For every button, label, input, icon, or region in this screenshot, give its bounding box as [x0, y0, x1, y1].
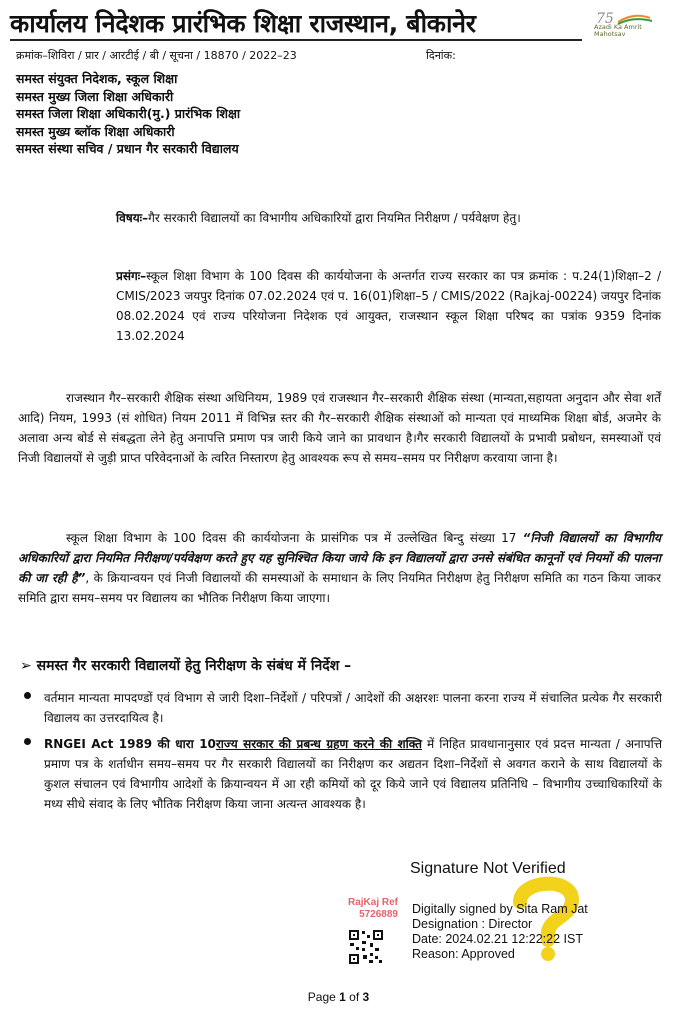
page-current: 1	[339, 990, 346, 1004]
signer-designation: Designation : Director	[412, 917, 533, 931]
signature-unverified-question-icon	[506, 870, 586, 962]
bullet-dot-icon	[24, 738, 31, 745]
header-divider	[10, 39, 582, 41]
signature-reason: Reason: Approved	[412, 947, 515, 961]
reference-label: प्रसंगः–	[116, 269, 147, 283]
recipients-list	[16, 70, 240, 158]
rajkaj-number: 5726889	[359, 909, 398, 920]
act-underlined-text: राज्य सरकार की प्रबन्ध ग्रहण करने की शक्ति	[215, 737, 422, 751]
subject-block	[116, 208, 661, 228]
recipient-line: समस्त संयुक्त निदेशक, स्कूल शिक्षा	[16, 71, 178, 86]
recipient-line: समस्त संस्था सचिव / प्रधान गैर सरकारी विद्यालय	[16, 141, 239, 156]
act-reference: RNGEI Act 1989 की धारा 10	[44, 737, 216, 751]
qr-code-icon	[348, 929, 384, 965]
signature-status: Signature Not Verified	[410, 860, 566, 877]
office-title: कार्यालय निदेशक प्रारंभिक शिक्षा राजस्थान, बीकानेर	[10, 9, 476, 38]
body-paragraph-1: राजस्थान गैर–सरकारी शैक्षिक संस्था अधिनियम, 1989 एवं राजस्थान गैर–सरकारी शैक्षिक संस्था (मान्यता,सहायता अनुदान और सेवा शर्तें आदि) नियम, 1993 (सं शोधित) नियम 2011 में विभिन्न स्तर की गैर–सरकारी शैक्षिक संस्थाओं को मान्यता एवं माध्यमिक शिक्षा बोर्ड, अजमेर के अलावा अन्य बोर्ड से संबद्धता लेने हेतु अनापत्ति प्रमाण पत्र जारी किये जाने का प्रावधान है।गैर सरकारी विद्यालयों के प्रभावी प्रबोधन, समस्याओं एवं निजी विद्यालयों से जुड़ी प्राप्त परिवेदनाओं के त्वरित निस्तारण हेतु आवश्यक रूप से समय–समय पर निरीक्षण करवाया जाना है।	[18, 391, 661, 465]
footer-prefix: Page	[307, 990, 340, 1004]
bullet-text: वर्तमान मान्यता मापदण्डों एवं विभाग से जारी दिशा–निर्देशों / परिपत्रों / आदेशों की अक्षरशः पालना करना राज्य में संचालित प्रत्येक गैर सरकारी विद्यालय का उत्तरदायित्व है।	[44, 691, 662, 725]
body-paragraph-2	[18, 528, 661, 608]
bullet-item-1	[44, 688, 662, 728]
page-footer	[0, 990, 677, 1004]
bullet-dot-icon	[24, 692, 31, 699]
paragraph-lead: स्कूल शिक्षा विभाग के 100 दिवस की कार्ययोजना के प्रासंगिक पत्र में उल्लेखित बिन्दु संख्या 17	[66, 531, 517, 545]
footer-middle: of	[345, 990, 363, 1004]
azadi-mahotsav-logo	[594, 10, 670, 50]
reference-block	[116, 266, 661, 346]
svg-text:75: 75	[596, 11, 614, 26]
paragraph-tail: , के क्रियान्वयन एवं निजी विद्यालयों की समस्याओं के समाधान के लिए नियमित निरीक्षण हेतु निरीक्षण समिति का गठन किया जाकर समिति द्वारा समय–समय पर विद्यालय का भौतिक निरीक्षण किया जाएगा।	[18, 571, 661, 605]
logo-text: Azadi Ka Amrit Mahotsav	[594, 23, 642, 38]
recipient-line: समस्त मुख्य ब्लॉक शिक्षा अधिकारी	[16, 123, 175, 139]
letter-number: क्रमांक–शिविरा / प्रार / आरटीई / बी / सूचना / 18870 / 2022–23	[16, 49, 297, 62]
rajkaj-reference	[318, 897, 398, 921]
recipient-line: समस्त मुख्य जिला शिक्षा अधिकारी	[16, 88, 174, 104]
reference-text: स्कूल शिक्षा विभाग के 100 दिवस की कार्ययोजना के अन्तर्गत राज्य सरकार का पत्र क्रमांक : प.24(1)शिक्षा–2 / CMIS/2023 जयपुर दिनांक 07.02.2024 एवं प. 16(01)शिक्षा–5 / CMIS/2022 (Rajkaj-00224) जयपुर दिनांक 08.02.2024 एवं राज्य परियोजना निदेशक एवं आयुक्त, राजस्थान स्कूल शिक्षा परिषद का पत्रांक 9359 दिनांक 13.02.2024	[116, 269, 661, 343]
page-total: 3	[362, 990, 370, 1004]
subject-text: गैर सरकारी विद्यालयों का विभागीय अधिकारियों द्वारा नियमित निरीक्षण / पर्यवेक्षण हेतु।	[148, 211, 521, 225]
signed-by: Digitally signed by Sita Ram Jat	[412, 902, 588, 916]
bullet-text: में निहित प्रावधानानुसार एवं प्रदत्त मान्यता / अनापत्ति प्रमाण पत्र के शर्ताधीन समय–समय पर गैर सरकारी विद्यालयों का निरीक्षण कर अद्यतन दिशा–निर्देशों से अवगत कराने के साथ विद्यालयों के कुशल संचालन एवं विभागीय आदेशों के क्रियान्वयन में आ रही कमियों को दूर किये जाने एवं विद्यालय प्रतिनिधि – विभागीय उच्चाधिकारियों के मध्य सीधे संवाद के लिए भौतिक निरीक्षण किया जाना अत्यन्त आवश्यक है।	[44, 737, 662, 811]
section-heading: ➢ समस्त गैर सरकारी विद्यालयों हेतु निरीक्षण के संबंध में निर्देश –	[20, 658, 352, 674]
date-label: दिनांक:	[426, 49, 456, 62]
digital-signature-block	[406, 860, 668, 970]
subject-label: विषयः–	[116, 211, 149, 225]
recipient-line: समस्त जिला शिक्षा अधिकारी(मु.) प्रारंभिक शिक्षा	[16, 106, 241, 121]
signature-date: Date: 2024.02.21 12:22:22 IST	[412, 932, 583, 946]
bullet-item-2	[44, 734, 662, 814]
rajkaj-label: RajKaj Ref	[347, 897, 398, 908]
paragraph-quote: “निजी विद्यालयों का विभागीय अधिकारियों द्वारा नियमित निरीक्षण/पर्यवेक्षण करते हुए यह सुनिश्चित किया जाये कि इन विद्यालयों द्वारा उनसे संबंधित कानूनों एवं नियमों की पालना की जा रही है”	[18, 531, 661, 585]
